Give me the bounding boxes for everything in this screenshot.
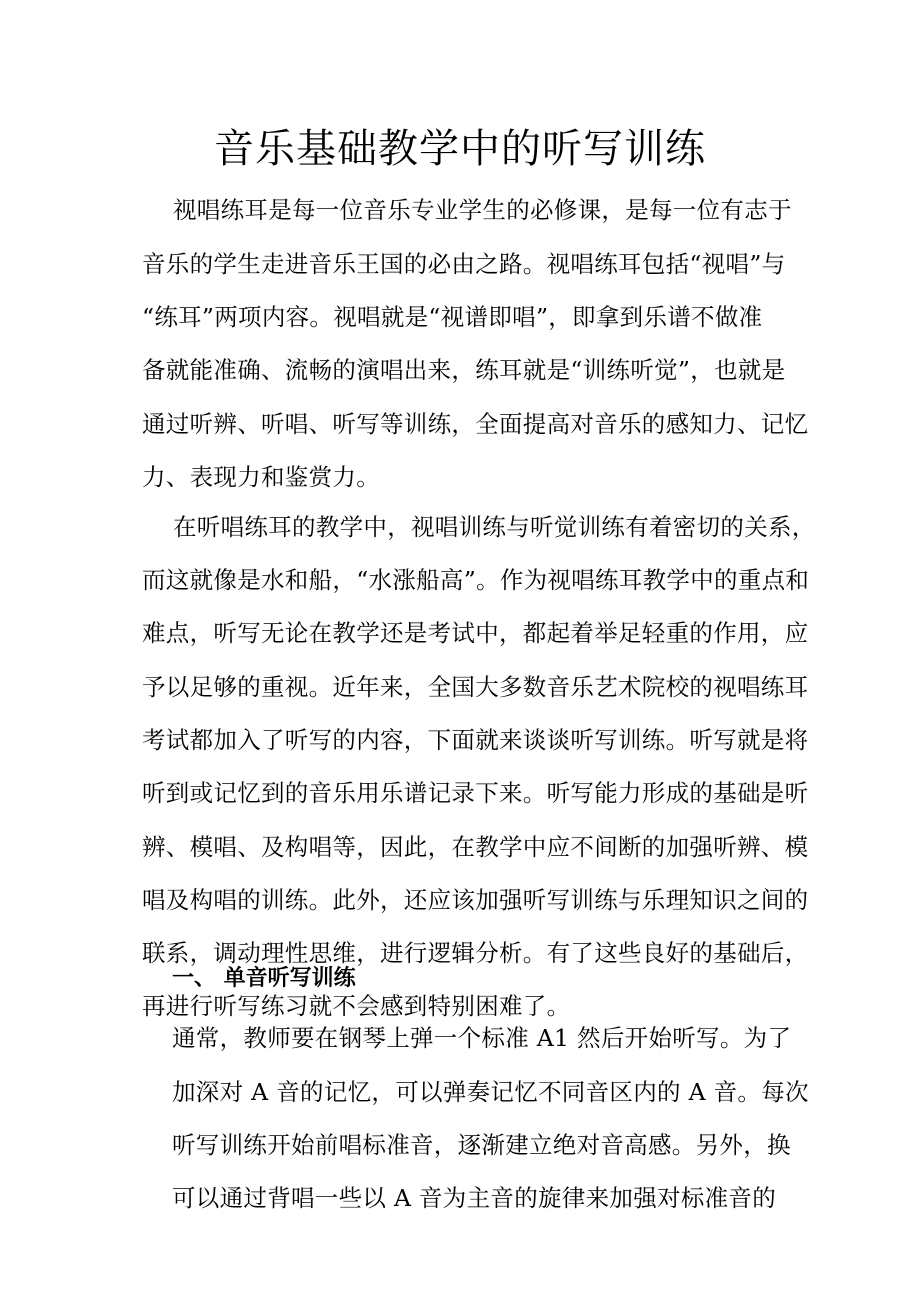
text-line: 而这就像是水和船，“水涨船高”。作为视唱练耳教学中的重点和 xyxy=(142,566,810,594)
text-line: 考试都加入了听写的内容，下面就来谈谈听写训练。听写就是将 xyxy=(142,726,809,754)
text-line: 联系，调动理性思维，进行逻辑分析。有了这些良好的基础后， xyxy=(142,939,809,967)
text-line: 备就能准确、流畅的演唱出来，练耳就是“训练听觉”，也就是 xyxy=(142,356,786,384)
text-line: 音乐的学生走进音乐王国的必由之路。视唱练耳包括“视唱”与 xyxy=(142,250,786,278)
text-line: 难点，听写无论在教学还是考试中，都起着举足轻重的作用，应 xyxy=(142,619,809,647)
document-title: 音乐基础教学中的听写训练 xyxy=(214,126,706,172)
text-line: 力、表现力和鉴赏力。 xyxy=(142,463,380,491)
text-line: 加深对 A 音的记忆，可以弹奏记忆不同音区内的 A 音。每次 xyxy=(172,1078,809,1106)
text-line: 在听唱练耳的教学中，视唱训练与听觉训练有着密切的关系， xyxy=(173,513,816,541)
text-line: 可以通过背唱一些以 A 音为主音的旋律来加强对标准音的 xyxy=(172,1184,777,1212)
text-line: 视唱练耳是每一位音乐专业学生的必修课，是每一位有志于 xyxy=(173,196,792,224)
section-heading: 一、 单音听写训练 xyxy=(172,966,356,991)
text-line: 听写训练开始前唱标准音，逐渐建立绝对音高感。另外，换 xyxy=(172,1131,791,1159)
text-line: 唱及构唱的训练。此外，还应该加强听写训练与乐理知识之间的 xyxy=(142,886,809,914)
text-line: 通过听辨、听唱、听写等训练，全面提高对音乐的感知力、记忆 xyxy=(142,410,809,438)
text-line: 辨、模唱、及构唱等，因此，在教学中应不间断的加强听辨、模 xyxy=(142,833,809,861)
text-line: 通常，教师要在钢琴上弹一个标准 A1 然后开始听写。为了 xyxy=(172,1024,792,1052)
text-line: 予以足够的重视。近年来，全国大多数音乐艺术院校的视唱练耳 xyxy=(142,673,809,701)
text-line: 听到或记忆到的音乐用乐谱记录下来。听写能力形成的基础是听 xyxy=(142,779,809,807)
text-line: 再进行听写练习就不会感到特别困难了。 xyxy=(142,992,571,1020)
text-line: “练耳”两项内容。视唱就是“视谱即唱”，即拿到乐谱不做准 xyxy=(142,303,763,331)
